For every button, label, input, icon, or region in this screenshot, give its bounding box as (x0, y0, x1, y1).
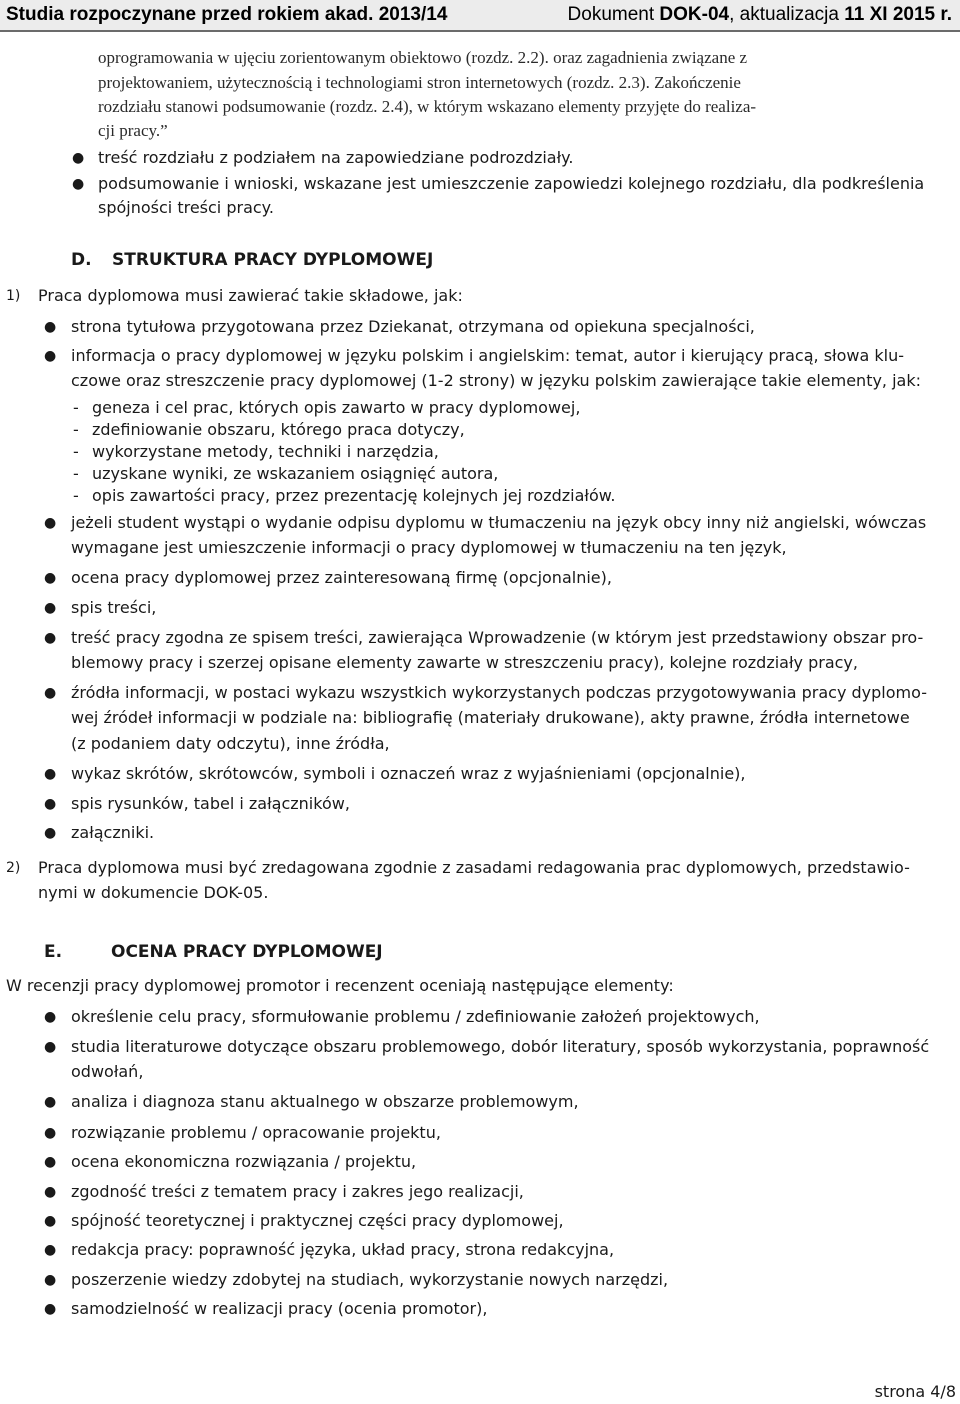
intro-bullet-text: spójności treści pracy. (98, 198, 274, 217)
bullet-icon: ● (44, 825, 57, 841)
bullet-icon: ● (44, 1213, 57, 1229)
bullet-icon: ● (44, 600, 57, 616)
item-text: Praca dyplomowa musi zawierać takie składowe, jak: (38, 286, 463, 305)
dash-item: zdefiniowanie obszaru, którego praca dotyczy, (92, 420, 465, 439)
section-e-letter: E. (44, 942, 63, 962)
section-d-title: STRUKTURA PRACY DYPLOMOWEJ (112, 250, 434, 270)
intro-bullet-text: podsumowanie i wnioski, wskazane jest umieszczenie zapowiedzi kolejnego rozdziału, dla podkreślenia (98, 174, 925, 193)
section-e-intro: W recenzji pracy dyplomowej promotor i recenzent oceniają następujące elementy: (6, 976, 674, 995)
dash-item: uzyskane wyniki, ze wskazaniem osiągnięć autora, (92, 464, 499, 483)
list-item: ocena pracy dyplomowej przez zainteresowaną firmę (opcjonalnie), (71, 568, 612, 587)
list-item: studia literaturowe dotyczące obszaru problemowego, dobór literatury, sposób wykorzystania, poprawność (71, 1037, 930, 1056)
list-item: informacja o pracy dyplomowej w języku polskim i angielskim: temat, autor i kierujący pracą, słowa klu- (71, 346, 904, 365)
list-item: załączniki. (71, 823, 155, 842)
list-item: strona tytułowa przygotowana przez Dziekanat, otrzymana od opiekuna specjalności, (71, 317, 755, 336)
intro-quote-line: rozdziału stanowi podsumowanie (rozdz. 2.4), w którym wskazano elementy przyjęte do realiza- (98, 97, 757, 116)
list-item: wymagane jest umieszczenie informacji o pracy dyplomowej w tłumaczeniu na ten język, (71, 538, 787, 557)
list-item: zgodność treści z tematem pracy i zakres jego realizacji, (71, 1182, 524, 1201)
header-document-info: Dokument DOK-04, aktualizacja 11 XI 2015 r. (567, 4, 952, 25)
list-item: określenie celu pracy, sformułowanie problemu / zdefiniowanie założeń projektowych, (71, 1007, 760, 1026)
bullet-icon: ● (44, 1184, 57, 1200)
dash-item: opis zawartości pracy, przez prezentację kolejnych jej rozdziałów. (92, 486, 616, 505)
list-item: jeżeli student wystąpi o wydanie odpisu dyplomu w tłumaczeniu na język obcy inny niż angielski, wówczas (71, 513, 927, 532)
bullet-icon: ● (44, 1242, 57, 1258)
bullet-icon: ● (44, 1154, 57, 1170)
bullet-icon: ● (44, 1009, 57, 1025)
bullet-icon: ● (44, 319, 57, 335)
bullet-icon: ● (44, 570, 57, 586)
dash-marker: - (73, 398, 79, 417)
list-item: treść pracy zgodna ze spisem treści, zawierająca Wprowadzenie (w którym jest przedstawiony obszar pro- (71, 628, 924, 647)
list-item: ocena ekonomiczna rozwiązania / projektu, (71, 1152, 417, 1171)
list-item: wej źródeł informacji w podziale na: bibliografię (materiały drukowane), akty prawne, źródła internetowe (71, 708, 910, 727)
bullet-icon: ● (44, 348, 57, 364)
list-item: samodzielność w realizacji pracy (ocenia promotor), (71, 1299, 488, 1318)
section-d-letter: D. (71, 250, 92, 270)
bullet-icon: ● (44, 1272, 57, 1288)
list-item: blemowy pracy i szerzej opisane elementy zawarte w streszczeniu pracy), kolejne rozdziały pracy, (71, 653, 858, 672)
intro-bullet-text: treść rozdziału z podziałem na zapowiedziane podrozdziały. (98, 148, 574, 167)
header-study-title: Studia rozpoczynane przed rokiem akad. 2013/14 (6, 4, 448, 25)
bullet-icon: ● (44, 1039, 57, 1055)
item-number: 1) (6, 288, 21, 304)
dash-marker: - (73, 442, 79, 461)
item-text: Praca dyplomowa musi być zredagowana zgodnie z zasadami redagowania prac dyplomowych, przedstawio- (38, 858, 910, 877)
bullet-icon: ● (44, 515, 57, 531)
dash-marker: - (73, 486, 79, 505)
bullet-icon: ● (44, 1125, 57, 1141)
list-item: wykaz skrótów, skrótowców, symboli i oznaczeń wraz z wyjaśnieniami (opcjonalnie), (71, 764, 746, 783)
item-text: nymi w dokumencie DOK-05. (38, 883, 269, 902)
list-item: (z podaniem daty odczytu), inne źródła, (71, 734, 390, 753)
intro-quote-line: oprogramowania w ujęciu zorientowanym obiektowo (rozdz. 2.2). oraz zagadnienia związane z (98, 48, 748, 67)
dash-marker: - (73, 464, 79, 483)
page-header (0, 0, 960, 32)
list-item: spis rysunków, tabel i załączników, (71, 794, 350, 813)
dash-marker: - (73, 420, 79, 439)
list-item: redakcja pracy: poprawność języka, układ pracy, strona redakcyjna, (71, 1240, 615, 1259)
bullet-icon: ● (72, 176, 85, 192)
bullet-icon: ● (44, 630, 57, 646)
list-item: poszerzenie wiedzy zdobytej na studiach, wykorzystanie nowych narzędzi, (71, 1270, 669, 1289)
list-item: analiza i diagnoza stanu aktualnego w obszarze problemowym, (71, 1092, 579, 1111)
intro-quote-line: cji pracy.” (98, 121, 168, 140)
list-item: spójność teoretycznej i praktycznej części pracy dyplomowej, (71, 1211, 564, 1230)
bullet-icon: ● (44, 685, 57, 701)
dash-item: wykorzystane metody, techniki i narzędzia, (92, 442, 439, 461)
list-item: odwołań, (71, 1062, 144, 1081)
list-item: rozwiązanie problemu / opracowanie projektu, (71, 1123, 441, 1142)
intro-quote-line: projektowaniem, użytecznością i technologiami stron internetowych (rozdz. 2.3). Zakończenie (98, 73, 741, 92)
list-item: spis treści, (71, 598, 157, 617)
bullet-icon: ● (44, 796, 57, 812)
bullet-icon: ● (44, 766, 57, 782)
list-item: źródła informacji, w postaci wykazu wszystkich wykorzystanych podczas przygotowywania pracy dyplomo- (71, 683, 927, 702)
bullet-icon: ● (44, 1301, 57, 1317)
dash-item: geneza i cel prac, których opis zawarto w pracy dyplomowej, (92, 398, 581, 417)
page-number: strona 4/8 (874, 1382, 956, 1401)
bullet-icon: ● (72, 150, 85, 166)
section-e-title: OCENA PRACY DYPLOMOWEJ (111, 942, 383, 962)
bullet-icon: ● (44, 1094, 57, 1110)
item-number: 2) (6, 860, 21, 876)
list-item: czowe oraz streszczenie pracy dyplomowej (1-2 strony) w języku polskim zawierające takie elementy, jak: (71, 371, 922, 390)
